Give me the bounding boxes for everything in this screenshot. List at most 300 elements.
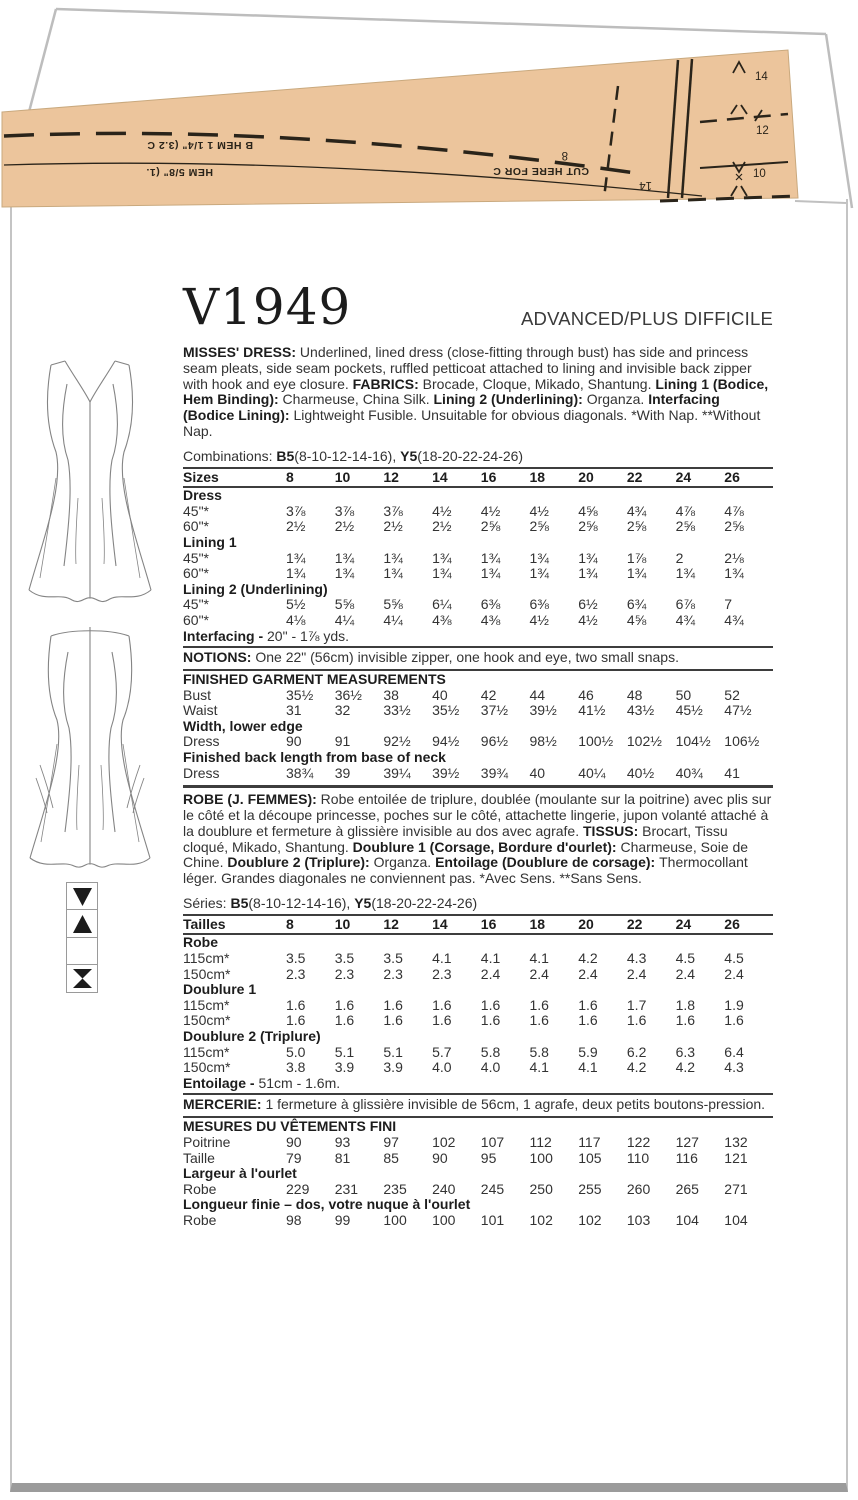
table-cell: 38 <box>383 686 399 703</box>
envelope-printed-content <box>183 276 773 1229</box>
table-cell: 18 <box>529 915 546 932</box>
table-cell: 4⅜ <box>480 611 501 628</box>
table-cell: 1.6 <box>334 1012 355 1029</box>
row-label: 150cm* <box>183 965 231 982</box>
table-cell: 35½ <box>432 702 460 719</box>
table-cell: 102 <box>578 1211 602 1228</box>
row-label: Bust <box>183 686 212 703</box>
hem-label-b: B HEM 1 1/4" (3.2 C <box>146 139 253 151</box>
table-cell: 4⅜ <box>432 611 452 628</box>
table-cell: 100 <box>529 1149 553 1166</box>
table-cell: 5.8 <box>480 1043 501 1060</box>
table-cell: 4.2 <box>675 1059 696 1076</box>
table-cell: 22 <box>626 468 643 485</box>
table-row <box>183 551 773 567</box>
table-row <box>183 1151 773 1167</box>
printer-registration-marks <box>66 883 99 993</box>
table-row <box>183 703 773 719</box>
table-row <box>183 504 773 520</box>
table-cell: 110 <box>626 1149 650 1166</box>
size-number-14: 14 <box>755 71 768 83</box>
table-cell: 4.0 <box>432 1059 452 1076</box>
table-cell: 3.5 <box>383 950 403 967</box>
table-cell: 1¾ <box>529 549 549 566</box>
table-cell: 93 <box>334 1133 351 1150</box>
table-cell: 39 <box>334 764 351 781</box>
table-cell: 2.4 <box>626 965 647 982</box>
section-label: Longueur finie – dos, votre nuque à l'ourlet <box>183 1196 471 1213</box>
row-label: 60"* <box>183 518 209 535</box>
table-cell: 79 <box>286 1149 302 1166</box>
table-cell: 4.5 <box>675 950 696 967</box>
table-cell: 121 <box>724 1149 748 1166</box>
table-cell: 5.7 <box>432 1043 452 1060</box>
table-cell: 52 <box>724 686 740 703</box>
table-cell: 1.6 <box>334 996 355 1013</box>
table-cell: 2 <box>675 549 684 566</box>
table-cell: 39½ <box>432 764 460 781</box>
table-cell: 98 <box>286 1211 302 1228</box>
table-cell: 35½ <box>286 686 314 703</box>
table-cell: 41 <box>724 764 740 781</box>
table-row <box>183 467 773 489</box>
table-cell: 5.0 <box>286 1043 306 1060</box>
table-row <box>183 967 773 983</box>
table-cell: 104 <box>675 1211 699 1228</box>
table-cell: 41½ <box>578 702 606 719</box>
table-cell: 1.6 <box>529 996 549 1013</box>
table-cell: 4.1 <box>432 950 452 967</box>
table-cell: 12 <box>383 468 399 485</box>
table-cell: 4½ <box>480 502 501 519</box>
table-cell: 6¾ <box>626 596 647 613</box>
table-cell: 43½ <box>626 702 655 719</box>
table-cell: 1.6 <box>383 996 403 1013</box>
table-row <box>183 914 773 936</box>
table-cell: 10 <box>334 468 351 485</box>
table-cell: 4.3 <box>724 1059 744 1076</box>
table-row <box>183 488 773 504</box>
table-cell: 100 <box>383 1211 407 1228</box>
table-cell: 6.3 <box>675 1043 696 1060</box>
table-cell: 2⅝ <box>724 518 744 535</box>
table-cell: 2½ <box>383 518 403 535</box>
envelope-top-edge <box>795 201 846 203</box>
row-label: Sizes <box>183 468 219 485</box>
table-cell: 20 <box>578 915 594 932</box>
table-cell: 1.6 <box>286 996 306 1013</box>
table-cell: 3.9 <box>334 1059 355 1076</box>
table-cell: 2½ <box>286 518 306 535</box>
table-cell: 99 <box>334 1211 351 1228</box>
table-cell: 4.3 <box>626 950 647 967</box>
section-label: Finished back length from base of neck <box>183 749 446 766</box>
table-cell: 2.4 <box>480 965 501 982</box>
table-cell: 2⅝ <box>675 518 696 535</box>
table-cell: 50 <box>675 686 692 703</box>
row-label: Robe <box>183 1211 217 1228</box>
printer-mark-triangle-down <box>66 882 98 911</box>
table-cell: 2⅝ <box>529 518 549 535</box>
table-cell: 1.9 <box>724 996 744 1013</box>
table-cell: 6⅜ <box>480 596 501 613</box>
row-label: Dress <box>183 733 220 750</box>
table-cell: 100 <box>432 1211 456 1228</box>
table-cell: 90 <box>286 733 302 750</box>
section-label: Doublure 2 (Triplure) <box>183 1028 321 1044</box>
table-row <box>183 1076 773 1092</box>
table-row <box>183 1166 773 1182</box>
table-cell: 94½ <box>432 733 460 750</box>
table-cell: 2⅛ <box>724 549 744 566</box>
table-cell: 40 <box>529 764 546 781</box>
table-row <box>183 1029 773 1045</box>
table-cell: 1.6 <box>578 996 598 1013</box>
table-cell: 96½ <box>480 733 509 750</box>
table-cell: 47½ <box>724 702 752 719</box>
table-cell: 33½ <box>383 702 411 719</box>
table-cell: 4⅛ <box>286 611 306 628</box>
table-row <box>183 766 773 782</box>
description-english: MISSES' DRESS: Underlined, lined dress (close-fitting through bust) has side and princess seam pleats, side seam pockets, ruffled petticoat attached to lining and invisible back zipper with hook and eye closure. FABRICS: Brocade, Cloque, Mikado, Shantung. Lining 1 (Bodice, Hem Binding): Charmeuse, China Silk. Lining 2 (Underlining): Organza. Interfacing (Bodice Lining): Lightweight Fusible. Unsuitable for obvious diagonals. *With Nap. **Without Nap. <box>183 344 769 439</box>
table-cell: 4¼ <box>334 611 355 628</box>
table-cell: 5⅝ <box>334 596 355 613</box>
table-cell: 1¾ <box>286 549 306 566</box>
table-cell: 24 <box>675 915 692 932</box>
section-label: Lining 2 (Underlining) <box>183 580 328 597</box>
row-label: 150cm* <box>183 1059 231 1076</box>
table-row <box>183 1060 773 1076</box>
table-cell: 5½ <box>286 596 306 613</box>
table-cell: 1¾ <box>675 565 696 582</box>
table-row <box>183 688 773 704</box>
table-cell: 4.0 <box>480 1059 501 1076</box>
table-cell: 1¾ <box>578 565 598 582</box>
table-cell: 250 <box>529 1180 553 1197</box>
table-cell: 1.7 <box>626 996 647 1013</box>
row-label: 45"* <box>183 502 209 519</box>
combinations-line: Combinations: B5(8-10-12-14-16), Y5(18-20-22-24-26) <box>183 447 524 464</box>
table-row <box>183 613 773 629</box>
pattern-number: V1949 <box>183 278 352 336</box>
table-cell: 104½ <box>675 733 711 750</box>
table-cell: 7 <box>724 596 733 613</box>
table-cell: 1¾ <box>432 549 452 566</box>
table-cell: 107 <box>480 1133 505 1150</box>
table-row <box>183 734 773 750</box>
table-cell: 2½ <box>334 518 355 535</box>
table-cell: 6⅞ <box>675 596 696 613</box>
cut-here-label: CUT HERE FOR C <box>492 165 589 177</box>
table-row <box>183 535 773 551</box>
table-cell: 2.3 <box>286 965 306 982</box>
table-cell: 4½ <box>578 611 598 628</box>
table-cell: 3⅞ <box>286 502 306 519</box>
table-cell: 42 <box>480 686 497 703</box>
table-row <box>183 629 773 645</box>
table-cell: 106½ <box>724 733 760 750</box>
table-cell: 102 <box>432 1133 456 1150</box>
section-label: Largeur à l'ourlet <box>183 1165 297 1182</box>
table-cell: 6¼ <box>432 596 452 613</box>
description-french: ROBE (J. FEMMES): Robe entoilée de triplure, doublée (moulante sur la poitrine) avec plis sur le côté et la découpe princesse, poches sur le côté, attachette lingerie, jupon volanté attaché à la doublure et fermeture à glissière invisible au dos avec agrafe. TISSUS: Brocart, Tissu cloqué, Mikado, Shantung. Doublure 1 (Corsage, Bordure d'ourlet): Charmeuse, Soie de Chine. Doublure 2 (Triplure): Organza. Entoilage (Doublure de corsage): Thermocollant léger. Grandes diagonales ne conviennent pas. *Avec Sens. **Sans Sens. <box>183 785 773 887</box>
title-row <box>183 276 773 336</box>
table-cell: 4½ <box>529 611 549 628</box>
table-row <box>183 519 773 535</box>
table-cell: 2⅝ <box>480 518 501 535</box>
table-cell: 4⅞ <box>675 502 696 519</box>
table-cell: 4⅝ <box>578 502 598 519</box>
table-cell: 102 <box>529 1211 553 1228</box>
table-cell: 122 <box>626 1133 651 1150</box>
table-row <box>183 582 773 598</box>
table-cell: 101 <box>480 1211 505 1228</box>
table-cell: 229 <box>286 1180 310 1197</box>
table-cell: 3⅞ <box>334 502 355 519</box>
mesures-header: MESURES DU VÊTEMENTS FINI <box>183 1118 397 1135</box>
table-cell: 3⅞ <box>383 502 403 519</box>
table-cell: 5.1 <box>334 1043 355 1060</box>
row-label: 60"* <box>183 565 209 582</box>
table-row <box>183 719 773 735</box>
table-row <box>183 935 773 951</box>
table-cell: 90 <box>286 1133 302 1150</box>
table-cell: 1¾ <box>334 549 355 566</box>
table-cell: 22 <box>626 915 643 932</box>
finished-measurements-header: FINISHED GARMENT MEASUREMENTS <box>183 670 446 687</box>
table-cell: 4¾ <box>675 611 696 628</box>
table-cell: 1.6 <box>529 1012 549 1029</box>
kraft-tissue <box>2 50 798 207</box>
table-cell: 20 <box>578 468 594 485</box>
table-cell: 1.6 <box>480 1012 501 1029</box>
table-cell: 26 <box>724 468 740 485</box>
table-cell: 85 <box>383 1149 399 1166</box>
size-number-10: 10 <box>753 168 766 180</box>
table-cell: 1¾ <box>334 565 355 582</box>
table-cell: 5⅝ <box>383 596 403 613</box>
table-cell: 102½ <box>626 733 662 750</box>
table-cell: 4⅞ <box>724 502 744 519</box>
table-cell: 260 <box>626 1180 651 1197</box>
table-cell: 6½ <box>578 596 598 613</box>
dress-front-line-drawing <box>20 348 160 610</box>
table-cell: 4.5 <box>724 950 744 967</box>
table-cell: 24 <box>675 468 692 485</box>
section-label: Lining 1 <box>183 533 237 550</box>
row-label: Tailles <box>183 915 226 932</box>
row-label: Waist <box>183 702 218 719</box>
table-cell: 4½ <box>529 502 549 519</box>
table-row <box>183 1213 773 1229</box>
section-label: Width, lower edge <box>183 717 303 734</box>
table-cell: 46 <box>578 686 594 703</box>
flap-top-edge <box>56 9 826 34</box>
table-cell: 2½ <box>432 518 452 535</box>
table-cell: 1.6 <box>432 1012 452 1029</box>
row-label: 45"* <box>183 549 209 566</box>
table-cell: 4½ <box>432 502 452 519</box>
table-cell: 1¾ <box>626 565 647 582</box>
table-cell: 95 <box>480 1149 497 1166</box>
hem-label: HEM 5/8" (1. <box>146 166 213 178</box>
series-line: Séries: B5(8-10-12-14-16), Y5(18-20-22-24-26) <box>183 895 478 912</box>
table-cell: 1.6 <box>286 1012 306 1029</box>
table-cell: 1.6 <box>675 1012 696 1029</box>
table-cell: 14 <box>432 468 448 485</box>
table-cell: 1¾ <box>432 565 452 582</box>
table-row <box>183 982 773 998</box>
table-cell: 127 <box>675 1133 699 1150</box>
table-cell: 1¾ <box>578 549 598 566</box>
table-cell: 1¾ <box>480 549 501 566</box>
row-label: 115cm* <box>183 1043 230 1060</box>
table-cell: 39¾ <box>480 764 509 781</box>
mercerie-line: MERCERIE: 1 fermeture à glissière invisible de 56cm, 1 agrafe, deux petits boutons-pression. <box>183 1093 773 1118</box>
row-label: 60"* <box>183 611 209 628</box>
table-cell: 45½ <box>675 702 703 719</box>
table-note: Entoilage - 51cm - 1.6m. <box>183 1074 341 1091</box>
table-cell: 117 <box>578 1133 601 1150</box>
table-cell: 26 <box>724 915 740 932</box>
table-cell: 4.2 <box>578 950 598 967</box>
tissue-number-14: 14 <box>639 179 652 191</box>
table-cell: 104 <box>724 1211 748 1228</box>
table-cell: 1.6 <box>383 1012 403 1029</box>
table-cell: 8 <box>286 468 294 485</box>
finished-measurements-table <box>183 688 773 782</box>
table-cell: 8 <box>286 915 294 932</box>
row-label: 115cm* <box>183 950 230 967</box>
row-label: Poitrine <box>183 1133 231 1150</box>
yardage-table-imperial <box>183 467 773 645</box>
table-row <box>183 998 773 1014</box>
table-cell: 1¾ <box>724 565 744 582</box>
printer-mark-hourglass <box>66 964 98 993</box>
table-row <box>183 951 773 967</box>
table-cell: 5.9 <box>578 1043 598 1060</box>
table-cell: 1¾ <box>480 565 501 582</box>
table-cell: 1.6 <box>480 996 501 1013</box>
notions-line: NOTIONS: One 22" (56cm) invisible zipper, one hook and eye, two small snaps. <box>183 646 773 671</box>
table-cell: 3.9 <box>383 1059 403 1076</box>
table-cell: 48 <box>626 686 643 703</box>
table-cell: 3.8 <box>286 1059 306 1076</box>
table-row <box>183 1182 773 1198</box>
row-label: 150cm* <box>183 1012 231 1029</box>
table-cell: 90 <box>432 1149 448 1166</box>
size-number-12: 12 <box>756 125 769 137</box>
section-label: Dress <box>183 487 222 504</box>
table-cell: 2.4 <box>529 965 549 982</box>
yardage-table-metric <box>183 914 773 1092</box>
difficulty-label: ADVANCED/PLUS DIFFICILE <box>520 308 773 330</box>
table-cell: 5.8 <box>529 1043 549 1060</box>
table-cell: 4¾ <box>724 611 744 628</box>
table-cell: 81 <box>334 1149 351 1166</box>
table-cell: 6.4 <box>724 1043 744 1060</box>
table-cell: 255 <box>578 1180 602 1197</box>
table-cell: 1.6 <box>626 1012 647 1029</box>
tissue-number-8: 8 <box>561 149 568 161</box>
table-note: Interfacing - 20" - 1⅞ yds. <box>183 627 350 644</box>
table-cell: 1.8 <box>675 996 696 1013</box>
table-cell: 39½ <box>529 702 557 719</box>
table-cell: 40½ <box>626 764 655 781</box>
table-cell: 132 <box>724 1133 748 1150</box>
table-cell: 14 <box>432 915 448 932</box>
table-cell: 4.1 <box>529 950 549 967</box>
table-cell: 1¾ <box>383 565 403 582</box>
row-label: Taille <box>183 1149 215 1166</box>
table-cell: 1.6 <box>432 996 452 1013</box>
row-label: 115cm* <box>183 996 230 1013</box>
table-cell: 1.6 <box>724 1012 744 1029</box>
table-cell: 5.1 <box>383 1043 403 1060</box>
table-row <box>183 750 773 766</box>
table-cell: 6.2 <box>626 1043 647 1060</box>
table-cell: 271 <box>724 1180 748 1197</box>
table-cell: 2.4 <box>675 965 696 982</box>
table-cell: 3.5 <box>286 950 306 967</box>
section-label: Doublure 1 <box>183 981 257 998</box>
table-cell: 36½ <box>334 686 362 703</box>
table-cell: 3.5 <box>334 950 355 967</box>
table-row <box>183 1045 773 1061</box>
table-cell: 1¾ <box>286 565 306 582</box>
table-cell: 40¼ <box>578 764 606 781</box>
table-cell: 2.4 <box>578 965 598 982</box>
table-cell: 1¾ <box>383 549 403 566</box>
table-cell: 18 <box>529 468 546 485</box>
table-cell: 39¼ <box>383 764 411 781</box>
printer-mark-blank <box>66 937 98 966</box>
table-cell: 2⅝ <box>578 518 598 535</box>
table-cell: 2.4 <box>724 965 744 982</box>
table-cell: 116 <box>675 1149 698 1166</box>
table-row <box>183 1013 773 1029</box>
flap-right-edge <box>826 34 852 208</box>
table-cell: 4¾ <box>626 502 647 519</box>
table-row <box>183 597 773 613</box>
mesures-table <box>183 1135 773 1229</box>
table-cell: 1.6 <box>578 1012 598 1029</box>
table-cell: 4¼ <box>383 611 403 628</box>
table-cell: 16 <box>480 468 497 485</box>
section-label: Robe <box>183 934 218 951</box>
table-cell: 2⅝ <box>626 518 647 535</box>
table-cell: 100½ <box>578 733 614 750</box>
table-cell: 10 <box>334 915 351 932</box>
table-cell: 240 <box>432 1180 456 1197</box>
table-cell: 6⅜ <box>529 596 549 613</box>
table-cell: 97 <box>383 1133 399 1150</box>
table-cell: 44 <box>529 686 546 703</box>
dress-back-line-drawing <box>20 610 160 882</box>
row-label: 45"* <box>183 596 209 613</box>
table-cell: 12 <box>383 915 399 932</box>
table-cell: 38¾ <box>286 764 314 781</box>
table-cell: 1¾ <box>529 565 549 582</box>
table-cell: 4.2 <box>626 1059 647 1076</box>
table-cell: 98½ <box>529 733 557 750</box>
printer-mark-triangle-up <box>66 909 98 938</box>
table-row <box>183 1135 773 1151</box>
table-row <box>183 566 773 582</box>
table-cell: 40 <box>432 686 448 703</box>
row-label: Dress <box>183 764 220 781</box>
table-cell: 31 <box>286 702 302 719</box>
